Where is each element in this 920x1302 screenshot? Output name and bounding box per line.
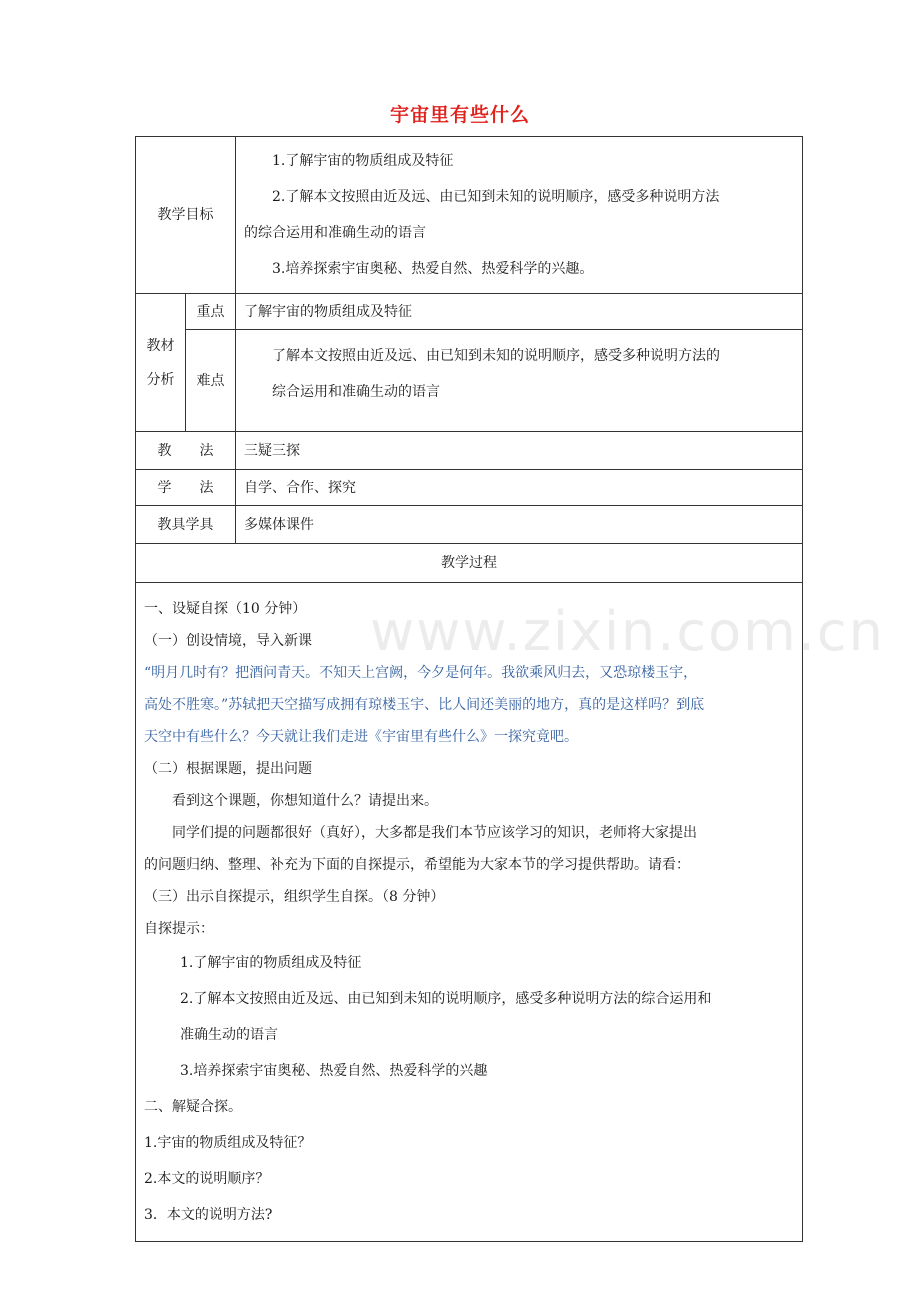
lesson-plan-table — [135, 136, 803, 1242]
question-item: 1.宇宙的物质组成及特征？ — [144, 1135, 312, 1151]
hint-item: 3.培养探索宇宙奥秘、热爱自然、热爱科学的兴趣 — [180, 1063, 488, 1079]
difficult-point-label: 难点 — [186, 330, 236, 432]
objectives-label: 教学目标 — [136, 137, 236, 294]
objective-item: 1.了解宇宙的物质组成及特征 — [272, 153, 454, 169]
learning-method-row — [136, 470, 803, 506]
process-header: 教学过程 — [136, 544, 803, 583]
teaching-method-label: 教 法 — [136, 432, 236, 470]
key-point-label: 重点 — [186, 294, 236, 330]
intro-poem-line: 天空中有些什么？今天就让我们走进《宇宙里有些什么》一探究竟吧。 — [144, 729, 578, 745]
process-line: （三）出示自探提示，组织学生自探。（8 分钟） — [144, 889, 445, 905]
tools-row — [136, 506, 803, 544]
process-line: 同学们提的问题都很好（真好），大多都是我们本节应该学习的知识，老师将大家提出 — [172, 825, 697, 841]
process-line: （一）创设情境，导入新课 — [144, 633, 312, 649]
question-item: 2.本文的说明顺序？ — [144, 1171, 270, 1187]
learning-method-label: 学 法 — [136, 470, 236, 506]
process-content — [136, 583, 803, 1242]
learning-method-value: 自学、合作、探究 — [236, 470, 803, 506]
objective-item: 2.了解本文按照由近及远、由已知到未知的说明顺序，感受多种说明方法 — [272, 189, 720, 205]
document-title: 宇宙里有些什么 — [389, 104, 530, 126]
key-point-row — [136, 294, 803, 330]
process-line: 看到这个课题，你想知道什么？请提出来。 — [172, 793, 438, 809]
process-body-row — [136, 583, 803, 1242]
tools-label: 教具学具 — [136, 506, 236, 544]
analysis-label-bottom: 分析 — [146, 371, 175, 388]
analysis-label — [136, 294, 186, 432]
difficult-point-text — [236, 330, 803, 432]
teaching-method-value: 三疑三探 — [236, 432, 803, 470]
watermark: www.zixin.com.cn — [370, 600, 885, 663]
objectives-content — [236, 137, 803, 294]
key-point-text: 了解宇宙的物质组成及特征 — [236, 294, 803, 330]
intro-poem-line: 高处不胜寒。”苏轼把天空描写成拥有琼楼玉宇、比人间还美丽的地方，真的是这样吗？到底 — [144, 697, 705, 713]
difficult-line: 综合运用和准确生动的语言 — [272, 384, 440, 400]
difficult-point-row — [136, 330, 803, 432]
tools-value: 多媒体课件 — [236, 506, 803, 544]
difficult-line: 了解本文按照由近及远、由已知到未知的说明顺序，感受多种说明方法的 — [272, 348, 720, 364]
objective-item: 3.培养探索宇宙奥秘、热爱自然、热爱科学的兴趣。 — [272, 261, 594, 277]
process-line: 的问题归纳、整理、补充为下面的自探提示，希望能为大家本节的学习提供帮助。请看： — [144, 857, 690, 873]
objectives-row — [136, 137, 803, 294]
process-line: （二）根据课题，提出问题 — [144, 761, 312, 777]
teaching-method-row — [136, 432, 803, 470]
hint-item: 2.了解本文按照由近及远、由已知到未知的说明顺序，感受多种说明方法的综合运用和 — [180, 991, 712, 1007]
process-line: 二、解疑合探。 — [144, 1099, 242, 1115]
question-item: 3．本文的说明方法? — [144, 1207, 273, 1223]
intro-poem-line: “明月几时有？把酒问青天。不知天上宫阙，今夕是何年。我欲乘风归去，又恐琼楼玉宇， — [144, 665, 698, 681]
analysis-label-top: 教材 — [146, 337, 175, 354]
process-header-row — [136, 544, 803, 583]
process-line: 一、设疑自探（10 分钟） — [144, 601, 307, 617]
process-line: 自探提示： — [144, 921, 214, 937]
hint-item: 准确生动的语言 — [180, 1027, 278, 1043]
objective-item: 的综合运用和准确生动的语言 — [244, 225, 426, 241]
hint-item: 1.了解宇宙的物质组成及特征 — [180, 955, 362, 971]
